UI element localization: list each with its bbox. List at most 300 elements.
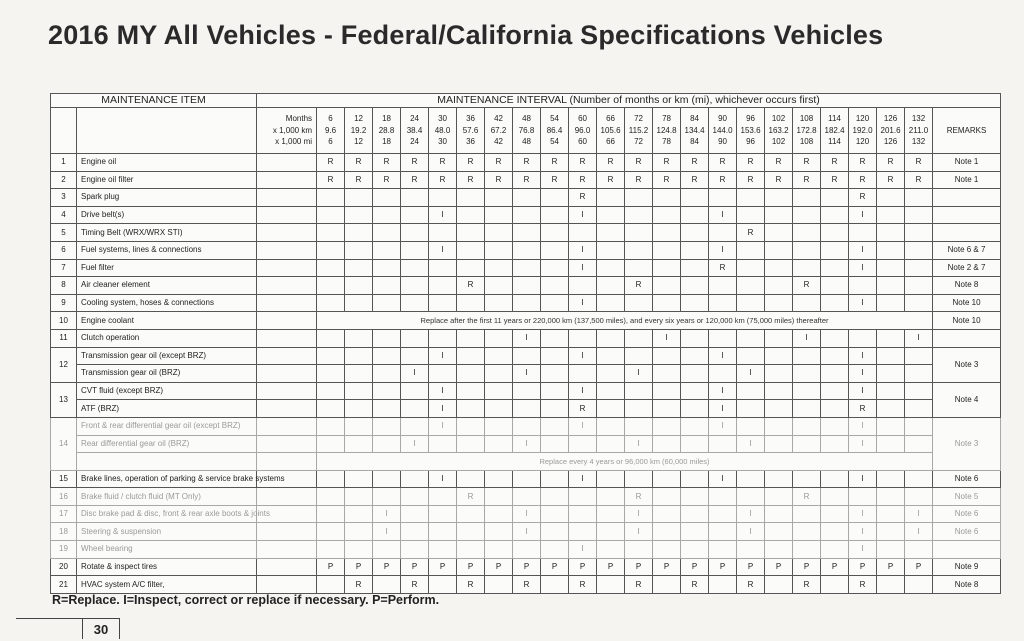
schedule-cell: P	[793, 558, 821, 576]
schedule-cell	[457, 417, 485, 435]
schedule-cell	[905, 206, 933, 224]
schedule-cell	[877, 241, 905, 259]
maintenance-item: Transmission gear oil (BRZ)	[77, 365, 257, 383]
schedule-cell	[793, 400, 821, 418]
remark: Note 2 & 7	[933, 259, 1001, 277]
schedule-cell: P	[345, 558, 373, 576]
schedule-cell: I	[849, 417, 877, 435]
schedule-cell	[485, 382, 513, 400]
interval-column-header	[877, 108, 905, 154]
maintenance-item: Engine coolant	[77, 312, 257, 330]
interval-months: 108	[799, 114, 814, 124]
schedule-cell	[653, 241, 681, 259]
schedule-cell: I	[429, 417, 457, 435]
schedule-cell	[821, 417, 849, 435]
schedule-cell: P	[625, 558, 653, 576]
schedule-cell	[877, 541, 905, 559]
schedule-cell	[793, 206, 821, 224]
schedule-cell	[653, 347, 681, 365]
schedule-cell: R	[457, 576, 485, 594]
row-number: 4	[51, 206, 77, 224]
schedule-cell	[709, 224, 737, 242]
schedule-cell	[345, 541, 373, 559]
schedule-cell	[597, 505, 625, 523]
maintenance-item: ATF (BRZ)	[77, 400, 257, 418]
table-row	[51, 576, 1001, 594]
schedule-cell: I	[653, 329, 681, 347]
schedule-cell	[373, 224, 401, 242]
schedule-cell: R	[597, 154, 625, 172]
schedule-cell	[485, 400, 513, 418]
maintenance-item: Wheel bearing	[77, 541, 257, 559]
schedule-cell	[877, 206, 905, 224]
schedule-cell	[681, 505, 709, 523]
schedule-cell: R	[737, 171, 765, 189]
schedule-cell	[709, 435, 737, 453]
schedule-cell: R	[849, 400, 877, 418]
maintenance-item: Disc brake pad & disc, front & rear axle boots & joints	[77, 505, 257, 523]
schedule-cell	[737, 382, 765, 400]
schedule-cell	[597, 241, 625, 259]
schedule-cell	[905, 189, 933, 207]
maintenance-item	[77, 453, 257, 471]
schedule-cell	[485, 435, 513, 453]
row-number: 3	[51, 189, 77, 207]
schedule-cell: I	[737, 523, 765, 541]
schedule-cell	[541, 365, 569, 383]
schedule-cell	[597, 329, 625, 347]
schedule-cell	[401, 206, 429, 224]
schedule-cell	[905, 241, 933, 259]
schedule-cell	[625, 241, 653, 259]
blank-cell	[257, 277, 317, 295]
schedule-cell	[457, 294, 485, 312]
schedule-cell	[569, 277, 597, 295]
maintenance-item: Engine oil	[77, 154, 257, 172]
schedule-cell	[597, 206, 625, 224]
row-number: 17	[51, 505, 77, 523]
schedule-cell	[541, 382, 569, 400]
blank-cell	[257, 417, 317, 435]
interval-km: 134.4	[684, 125, 705, 135]
schedule-cell	[541, 505, 569, 523]
schedule-cell: P	[429, 558, 457, 576]
table-row	[51, 558, 1001, 576]
schedule-cell	[317, 470, 345, 488]
schedule-cell	[793, 365, 821, 383]
schedule-cell	[737, 259, 765, 277]
schedule-cell	[793, 189, 821, 207]
schedule-cell	[653, 488, 681, 506]
table-row	[51, 400, 1001, 418]
maintenance-item: Clutch operation	[77, 329, 257, 347]
schedule-cell	[877, 488, 905, 506]
schedule-cell	[681, 365, 709, 383]
schedule-cell: R	[737, 224, 765, 242]
blank-cell	[257, 241, 317, 259]
schedule-cell	[457, 382, 485, 400]
schedule-cell	[905, 435, 933, 453]
schedule-cell	[737, 329, 765, 347]
schedule-cell	[373, 576, 401, 594]
table-row	[51, 312, 1001, 330]
interval-mi: 48	[522, 137, 531, 147]
remark: Note 1	[933, 171, 1001, 189]
page-rule	[16, 618, 82, 619]
schedule-cell	[625, 541, 653, 559]
schedule-cell	[317, 329, 345, 347]
schedule-cell	[709, 505, 737, 523]
schedule-cell	[597, 400, 625, 418]
schedule-cell: I	[429, 470, 457, 488]
maintenance-item: HVAC system A/C filter,	[77, 576, 257, 594]
schedule-cell	[345, 294, 373, 312]
schedule-cell	[317, 259, 345, 277]
schedule-cell: I	[849, 206, 877, 224]
schedule-cell	[821, 365, 849, 383]
schedule-cell	[345, 259, 373, 277]
interval-km: 192.0	[852, 125, 873, 135]
schedule-cell	[653, 277, 681, 295]
schedule-cell	[317, 541, 345, 559]
interval-months: 24	[410, 114, 419, 124]
schedule-cell	[877, 329, 905, 347]
schedule-cell	[597, 417, 625, 435]
schedule-cell	[877, 417, 905, 435]
schedule-cell: R	[569, 400, 597, 418]
schedule-cell	[765, 523, 793, 541]
schedule-cell	[765, 329, 793, 347]
blank-cell	[257, 435, 317, 453]
schedule-cell: I	[569, 294, 597, 312]
schedule-cell	[597, 294, 625, 312]
schedule-cell	[849, 329, 877, 347]
maintenance-item: Brake lines, operation of parking & service brake systems	[77, 470, 257, 488]
interval-column-header	[653, 108, 681, 154]
schedule-cell	[373, 277, 401, 295]
interval-mi: 96	[746, 137, 755, 147]
schedule-cell	[429, 294, 457, 312]
schedule-cell	[597, 523, 625, 541]
schedule-cell	[653, 435, 681, 453]
row-number: 5	[51, 224, 77, 242]
schedule-cell	[737, 206, 765, 224]
schedule-cell	[569, 365, 597, 383]
interval-column-header	[317, 108, 345, 154]
remarks-header: REMARKS	[933, 108, 1001, 154]
table-row	[51, 417, 1001, 435]
schedule-cell	[317, 523, 345, 541]
remark	[933, 206, 1001, 224]
schedule-cell	[625, 470, 653, 488]
schedule-cell	[513, 189, 541, 207]
schedule-cell: I	[625, 523, 653, 541]
schedule-cell: R	[513, 171, 541, 189]
schedule-cell	[765, 259, 793, 277]
schedule-cell: I	[373, 505, 401, 523]
schedule-cell	[765, 277, 793, 295]
schedule-cell	[877, 382, 905, 400]
unit-mi: x 1,000 mi	[275, 137, 313, 147]
schedule-cell	[653, 576, 681, 594]
interval-mi: 24	[410, 137, 419, 147]
schedule-cell: P	[821, 558, 849, 576]
row-number: 14	[51, 417, 77, 470]
schedule-cell	[821, 576, 849, 594]
schedule-cell	[709, 488, 737, 506]
blank-cell	[257, 541, 317, 559]
table-header-row	[51, 94, 1001, 108]
schedule-cell	[401, 189, 429, 207]
schedule-cell: R	[681, 154, 709, 172]
table-row	[51, 277, 1001, 295]
schedule-cell	[513, 382, 541, 400]
schedule-cell	[681, 329, 709, 347]
schedule-cell	[849, 224, 877, 242]
schedule-cell	[345, 488, 373, 506]
blank-cell	[51, 108, 77, 154]
schedule-cell: I	[513, 329, 541, 347]
interval-km: 67.2	[490, 125, 507, 135]
schedule-cell	[317, 241, 345, 259]
schedule-cell: R	[457, 154, 485, 172]
schedule-cell	[429, 259, 457, 277]
schedule-cell: I	[513, 505, 541, 523]
schedule-cell: R	[597, 171, 625, 189]
interval-span-note: Replace every 4 years or 96,000 km (60,000 miles)	[317, 453, 933, 471]
interval-mi: 108	[799, 137, 814, 147]
schedule-cell: I	[429, 382, 457, 400]
schedule-cell	[737, 400, 765, 418]
schedule-cell	[709, 541, 737, 559]
schedule-cell	[457, 329, 485, 347]
schedule-cell	[485, 277, 513, 295]
interval-column-header	[709, 108, 737, 154]
blank-cell	[257, 347, 317, 365]
table-row	[51, 294, 1001, 312]
interval-column-header	[513, 108, 541, 154]
table-row	[51, 505, 1001, 523]
interval-column-header	[765, 108, 793, 154]
schedule-cell	[345, 470, 373, 488]
schedule-cell	[401, 400, 429, 418]
schedule-cell: R	[905, 171, 933, 189]
table-row	[51, 523, 1001, 541]
schedule-cell: P	[457, 558, 485, 576]
schedule-cell	[485, 259, 513, 277]
schedule-cell	[429, 576, 457, 594]
schedule-cell	[513, 400, 541, 418]
schedule-cell: I	[709, 400, 737, 418]
schedule-cell	[457, 435, 485, 453]
schedule-cell	[653, 541, 681, 559]
schedule-cell	[429, 541, 457, 559]
page-number: 30	[82, 618, 120, 639]
table-row	[51, 470, 1001, 488]
schedule-cell	[737, 277, 765, 295]
remark	[933, 224, 1001, 242]
unit-months: Months	[285, 114, 313, 124]
schedule-cell: I	[709, 206, 737, 224]
schedule-cell	[821, 382, 849, 400]
table-row	[51, 259, 1001, 277]
schedule-cell	[401, 470, 429, 488]
schedule-cell	[905, 541, 933, 559]
schedule-cell	[513, 259, 541, 277]
schedule-cell	[373, 329, 401, 347]
schedule-cell	[765, 488, 793, 506]
schedule-cell	[905, 400, 933, 418]
schedule-cell	[737, 541, 765, 559]
schedule-cell: R	[625, 488, 653, 506]
schedule-cell	[485, 241, 513, 259]
schedule-cell	[793, 382, 821, 400]
blank-cell	[257, 329, 317, 347]
schedule-cell	[709, 576, 737, 594]
schedule-cell	[737, 488, 765, 506]
schedule-cell	[317, 505, 345, 523]
schedule-cell	[317, 189, 345, 207]
schedule-cell	[765, 400, 793, 418]
schedule-cell: R	[849, 189, 877, 207]
schedule-cell	[681, 400, 709, 418]
interval-months: 60	[578, 114, 587, 124]
table-row	[51, 206, 1001, 224]
schedule-cell	[653, 224, 681, 242]
schedule-cell: I	[849, 505, 877, 523]
schedule-cell	[877, 347, 905, 365]
schedule-cell	[765, 541, 793, 559]
schedule-cell	[457, 347, 485, 365]
interval-mi: 12	[354, 137, 363, 147]
interval-km: 76.8	[518, 125, 535, 135]
schedule-cell: R	[457, 171, 485, 189]
interval-km: 172.8	[796, 125, 817, 135]
schedule-cell	[485, 365, 513, 383]
interval-months: 114	[828, 114, 841, 124]
schedule-cell	[401, 347, 429, 365]
schedule-cell	[345, 224, 373, 242]
schedule-cell: R	[317, 171, 345, 189]
schedule-cell	[653, 259, 681, 277]
schedule-cell	[597, 224, 625, 242]
schedule-cell	[401, 224, 429, 242]
maintenance-item-header: MAINTENANCE ITEM	[51, 94, 257, 108]
schedule-cell	[625, 329, 653, 347]
remark: Note 8	[933, 576, 1001, 594]
schedule-cell	[485, 488, 513, 506]
schedule-cell	[709, 294, 737, 312]
schedule-cell	[709, 329, 737, 347]
schedule-cell: P	[317, 558, 345, 576]
schedule-cell: I	[905, 329, 933, 347]
remark	[933, 329, 1001, 347]
schedule-cell	[793, 523, 821, 541]
row-number: 8	[51, 277, 77, 295]
schedule-cell	[513, 470, 541, 488]
blank-cell	[257, 189, 317, 207]
schedule-cell	[485, 294, 513, 312]
schedule-cell	[317, 576, 345, 594]
schedule-cell: R	[401, 154, 429, 172]
maintenance-item: Brake fluid / clutch fluid (MT Only)	[77, 488, 257, 506]
schedule-cell: R	[569, 576, 597, 594]
row-number: 2	[51, 171, 77, 189]
schedule-cell	[345, 435, 373, 453]
schedule-cell	[541, 576, 569, 594]
schedule-cell: I	[373, 523, 401, 541]
interval-months: 54	[550, 114, 559, 124]
schedule-cell	[653, 417, 681, 435]
schedule-cell: I	[737, 435, 765, 453]
schedule-cell: I	[709, 470, 737, 488]
remark: Note 6	[933, 505, 1001, 523]
maintenance-item: Fuel filter	[77, 259, 257, 277]
interval-months: 72	[634, 114, 643, 124]
interval-km: 105.6	[600, 125, 621, 135]
schedule-cell	[373, 365, 401, 383]
schedule-cell	[345, 277, 373, 295]
schedule-cell	[793, 294, 821, 312]
schedule-cell: I	[625, 435, 653, 453]
schedule-cell	[457, 206, 485, 224]
schedule-cell	[317, 417, 345, 435]
schedule-cell	[485, 347, 513, 365]
schedule-cell	[905, 488, 933, 506]
interval-column-header	[905, 108, 933, 154]
schedule-cell	[905, 294, 933, 312]
schedule-cell	[317, 365, 345, 383]
schedule-cell	[821, 541, 849, 559]
schedule-cell: I	[625, 365, 653, 383]
schedule-cell	[513, 224, 541, 242]
schedule-cell: I	[709, 347, 737, 365]
row-number: 19	[51, 541, 77, 559]
interval-km: 28.8	[378, 125, 395, 135]
schedule-cell	[737, 347, 765, 365]
schedule-cell: R	[513, 576, 541, 594]
schedule-cell	[541, 400, 569, 418]
schedule-cell: I	[849, 365, 877, 383]
interval-km: 153.6	[740, 125, 761, 135]
interval-km: 144.0	[712, 125, 733, 135]
schedule-cell	[653, 523, 681, 541]
schedule-cell: P	[905, 558, 933, 576]
schedule-cell	[373, 206, 401, 224]
schedule-cell	[737, 189, 765, 207]
schedule-cell	[821, 259, 849, 277]
schedule-cell	[793, 241, 821, 259]
schedule-cell	[765, 206, 793, 224]
table-row	[51, 435, 1001, 453]
schedule-cell	[457, 400, 485, 418]
remark: Note 1	[933, 154, 1001, 172]
schedule-cell	[569, 435, 597, 453]
schedule-cell: R	[345, 576, 373, 594]
schedule-cell	[681, 435, 709, 453]
schedule-cell	[709, 189, 737, 207]
schedule-cell: P	[877, 558, 905, 576]
schedule-cell: I	[625, 505, 653, 523]
schedule-cell	[905, 224, 933, 242]
schedule-cell	[681, 382, 709, 400]
row-number: 12	[51, 347, 77, 382]
schedule-cell	[401, 259, 429, 277]
schedule-cell	[737, 470, 765, 488]
schedule-cell: I	[737, 505, 765, 523]
schedule-cell	[597, 488, 625, 506]
schedule-cell: P	[765, 558, 793, 576]
